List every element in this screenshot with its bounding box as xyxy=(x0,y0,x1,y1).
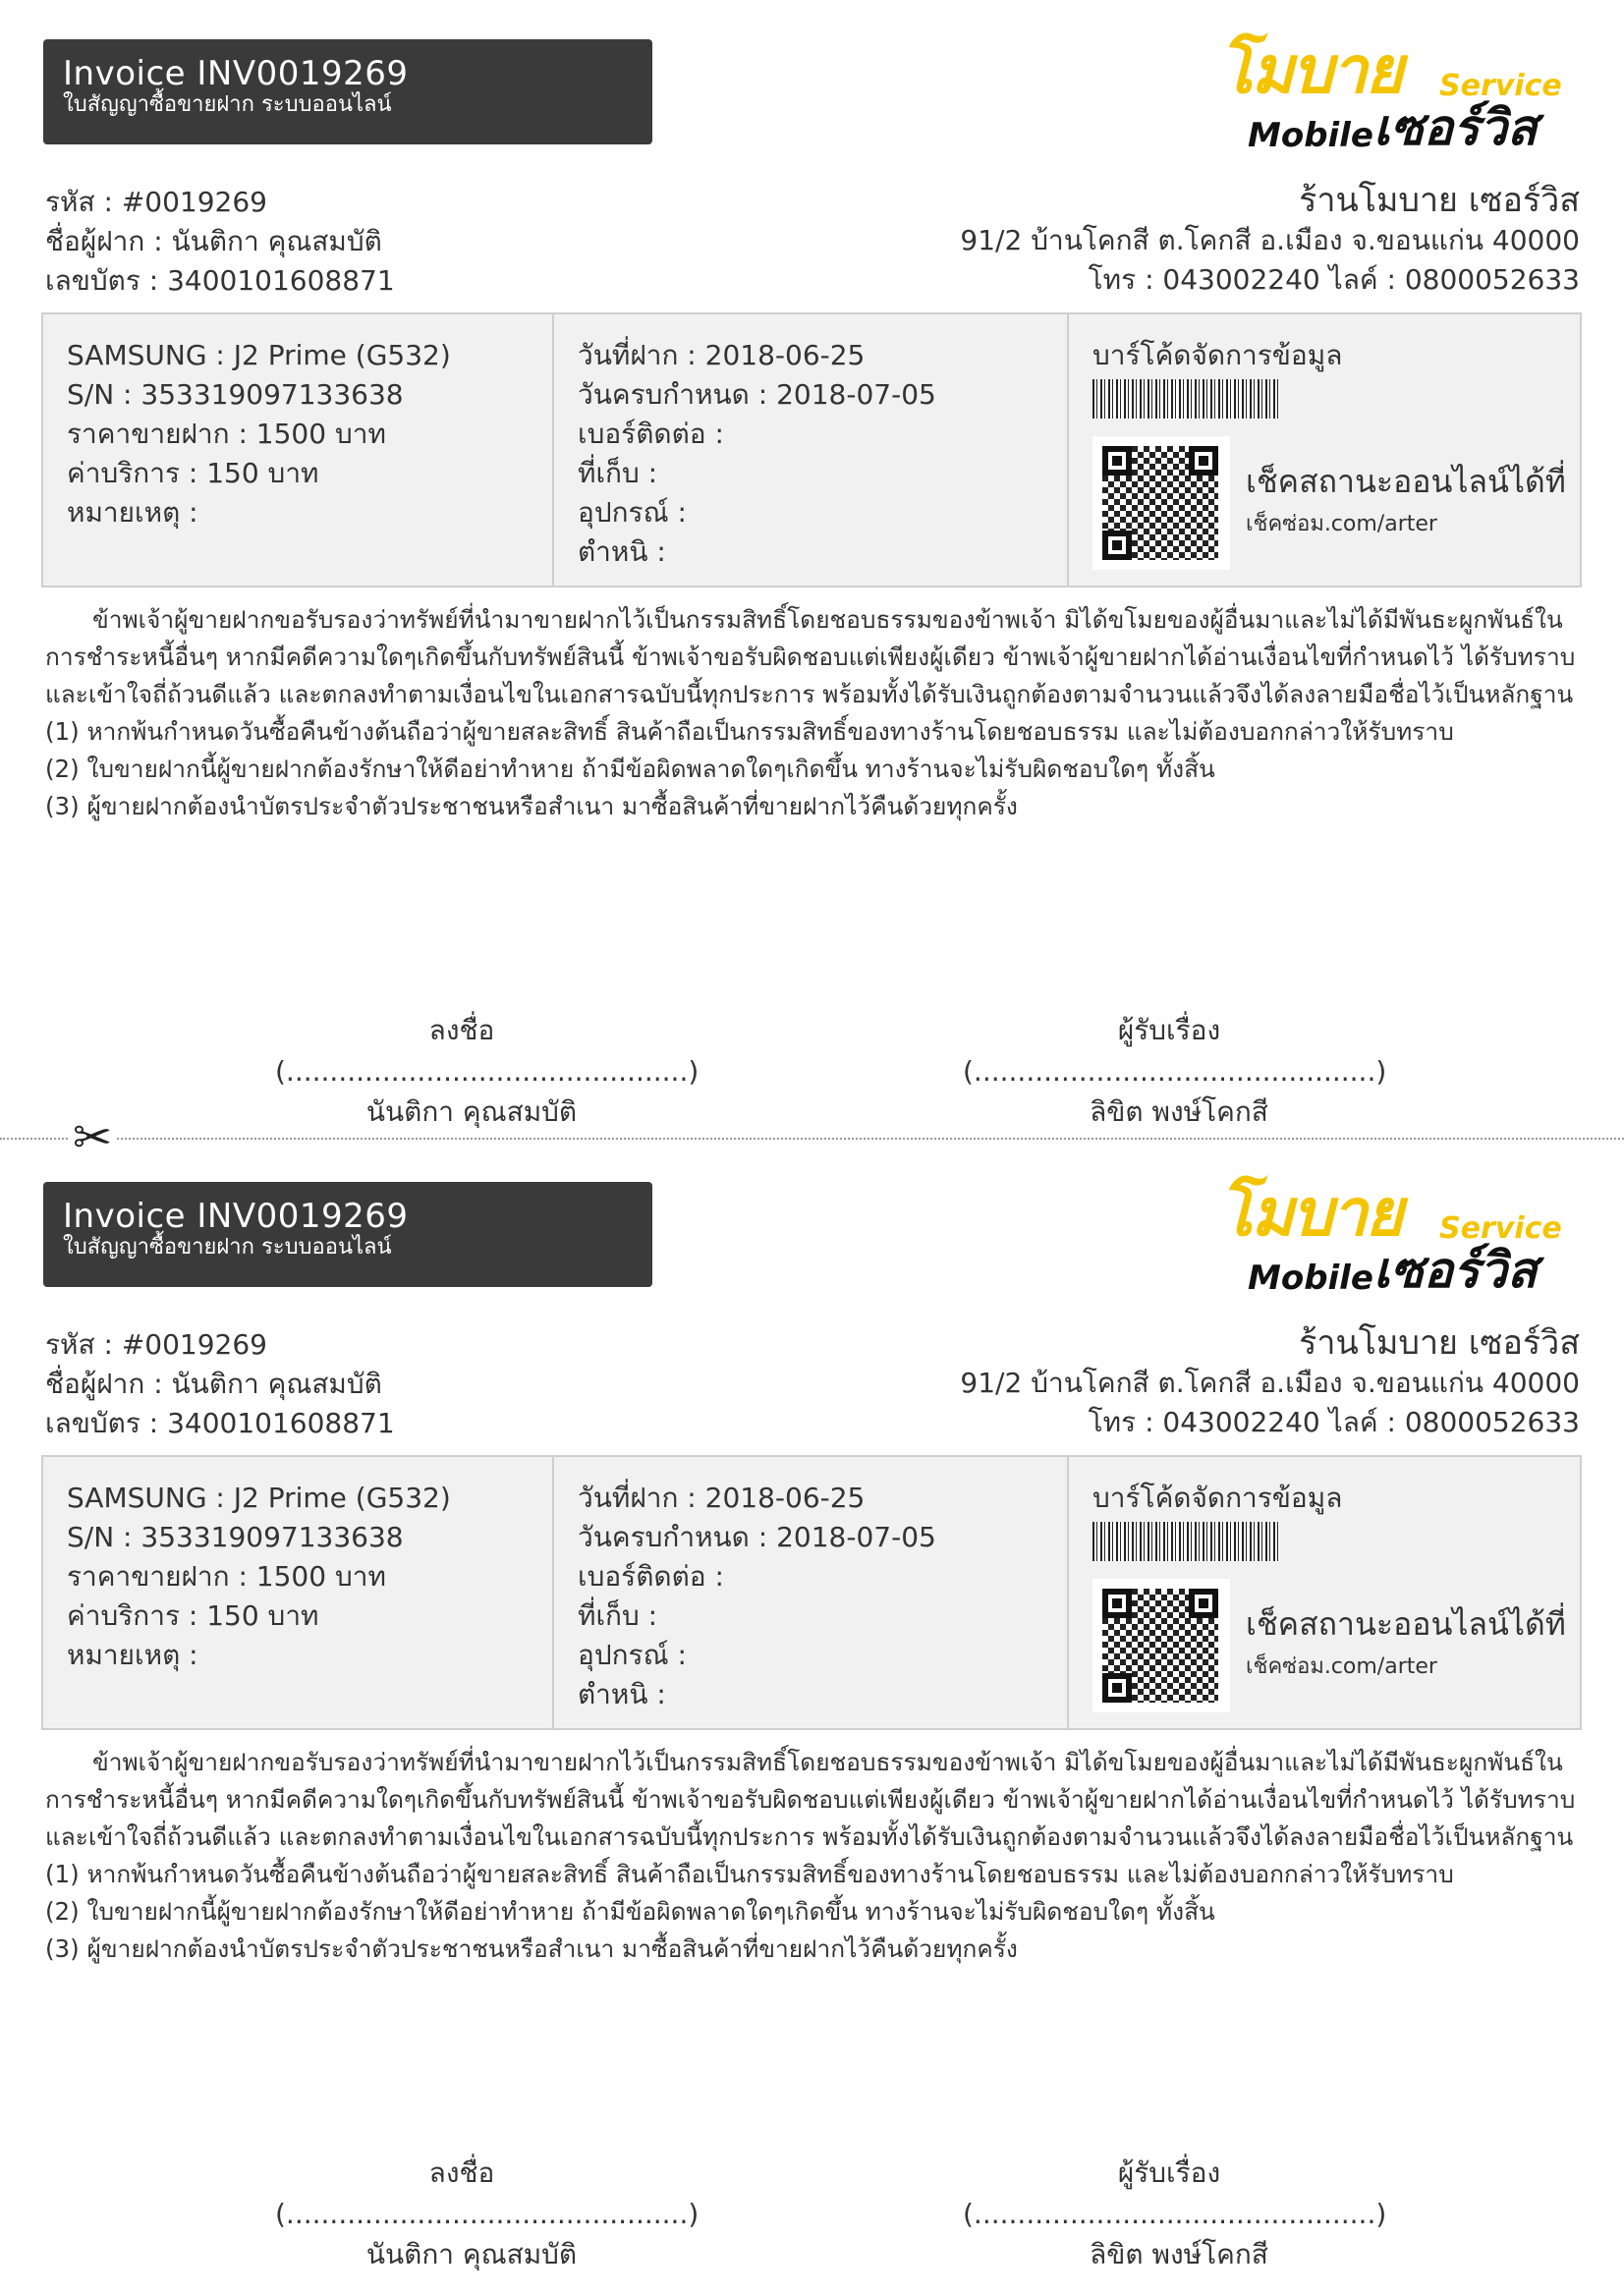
contact-phone: เบอร์ติดต่อ : xyxy=(578,1560,724,1593)
qr-code-icon xyxy=(1092,436,1230,570)
terms-item-3: (3) ผู้ขายฝากต้องนำบัตรประจำตัวประชาชนหรือสำเนา มาซื้อสินค้าที่ขายฝากไว้คืนด้วยทุกครั้ง xyxy=(45,792,1018,820)
terms-item-2: (2) ใบขายฝากนี้ผู้ขายฝากต้องรักษาให้ดีอย่าทำหาย ถ้ามีข้อผิดพลาดใดๆเกิดขึ้น ทางร้านจะไม่รับผิดชอบใดๆ ทั้งสิ้น xyxy=(45,755,1215,783)
date-details xyxy=(554,1457,1069,1728)
device-note: หมายเหตุ : xyxy=(67,1639,198,1671)
device-model: SAMSUNG : J2 Prime (G532) xyxy=(67,339,451,371)
device-price: ราคาขายฝาก : 1500 บาท xyxy=(67,418,386,450)
barcode-label: บาร์โค้ดจัดการข้อมูล xyxy=(1092,339,1343,371)
details-box xyxy=(41,1455,1582,1730)
receiver-name: ลิขิต พงษ์โคกสี xyxy=(1090,1095,1268,1128)
check-status-label: เช็คสถานะออนไลน์ได้ที่ xyxy=(1246,1605,1566,1643)
invoice-subtitle: ใบสัญญาซื้อขายฝาก ระบบออนไลน์ xyxy=(63,92,392,117)
customer-name: ชื่อผู้ฝาก : นันติกา คุณสมบัติ xyxy=(45,225,382,257)
terms-section xyxy=(45,601,1586,825)
logo-service-text: Service xyxy=(1439,1211,1562,1246)
receiver-name: ลิขิต พงษ์โคกสี xyxy=(1090,2238,1268,2270)
receiver-signature xyxy=(963,1010,1387,1132)
logo-service-text: Service xyxy=(1439,69,1562,103)
due-date: วันครบกำหนด : 2018-07-05 xyxy=(578,1521,936,1553)
shop-name: ร้านโมบาย เซอร์วิส xyxy=(1299,1323,1580,1363)
shop-contact: โทร : 043002240 ไลค์ : 0800052633 xyxy=(1088,1406,1580,1438)
terms-item-3: (3) ผู้ขายฝากต้องนำบัตรประจำตัวประชาชนหรือสำเนา มาซื้อสินค้าที่ขายฝากไว้คืนด้วยทุกครั้ง xyxy=(45,1934,1018,1963)
service-fee: ค่าบริการ : 150 บาท xyxy=(67,457,319,489)
contact-phone: เบอร์ติดต่อ : xyxy=(578,418,724,450)
customer-code: รหัส : #0019269 xyxy=(45,1328,267,1361)
invoice-header xyxy=(43,39,652,144)
barcode-icon xyxy=(1092,379,1279,419)
deposit-date: วันที่ฝาก : 2018-06-25 xyxy=(578,1482,866,1514)
barcode-label: บาร์โค้ดจัดการข้อมูล xyxy=(1092,1482,1343,1514)
invoice-title: Invoice INV0019269 xyxy=(63,1197,409,1236)
customer-info xyxy=(45,183,395,301)
device-details xyxy=(43,314,554,586)
check-status-url: เช็คซ่อม.com/arter xyxy=(1246,1654,1437,1679)
terms-paragraph: ข้าพเจ้าผู้ขายฝากขอรับรองว่าทรัพย์ที่นำมาขายฝากไว้เป็นกรรมสิทธิ์โดยชอบธรรมของข้าพเจ้า มิได้ขโมยของผู้อื่นมาและไม่ได้มีพันธะผูกพันธ์ในการชำระหนี้อื่นๆ หากมีคดีความใดๆเกิดขึ้นกับทรัพย์สินนี้ ข้าพเจ้าขอรับผิดชอบแต่เพียงผู้เดียว ข้าพเจ้าผู้ขายฝากได้อ่านเงื่อนไขที่กำหนดไว้ ได้รับทราบและเข้าใจถี่ถ้วนดีแล้ว และตกลงทำตามเงื่อนไขในเอกสารฉบับนี้ทุกประการ พร้อมทั้งได้รับเงินถูกต้องตามจำนวนแล้วจึงได้ลงลายมือชื่อไว้เป็นหลักฐาน xyxy=(45,605,1576,708)
accessories: อุปกรณ์ : xyxy=(578,1639,687,1671)
details-box xyxy=(41,312,1582,588)
shop-address: 91/2 บ้านโคกสี ต.โคกสี อ.เมือง จ.ขอนแก่น 40000 xyxy=(960,224,1580,256)
seller-signature-line: ลงชื่อ (..............................................) xyxy=(275,2156,700,2230)
logo-main-text: โมบาย xyxy=(1218,32,1402,108)
customer-id-card: เลขบัตร : 3400101608871 xyxy=(45,264,395,297)
device-serial: S/N : 353319097133638 xyxy=(67,378,404,411)
shop-logo xyxy=(1218,1175,1582,1300)
storage-location: ที่เก็บ : xyxy=(578,457,658,489)
barcode-icon xyxy=(1092,1522,1279,1561)
shop-info xyxy=(960,1322,1580,1442)
logo-mobile-text: Mobile xyxy=(1248,116,1373,155)
shop-contact: โทร : 043002240 ไลค์ : 0800052633 xyxy=(1088,263,1580,296)
seller-signature xyxy=(275,2153,700,2274)
scissors-icon: ✂ xyxy=(69,1113,116,1162)
device-price: ราคาขายฝาก : 1500 บาท xyxy=(67,1560,386,1593)
receipt-copy-top xyxy=(0,0,1624,1140)
customer-info xyxy=(45,1325,395,1443)
logo-mobile-text: Mobile xyxy=(1248,1259,1373,1298)
receiver-signature xyxy=(963,2153,1387,2274)
device-details xyxy=(43,1457,554,1728)
customer-code: รหัส : #0019269 xyxy=(45,186,267,218)
cut-line xyxy=(0,1138,1624,1140)
terms-item-1: (1) หากพ้นกำหนดวันซื้อคืนข้างต้นถือว่าผู้ขายสละสิทธิ์ สินค้าถือเป็นกรรมสิทธิ์ของทางร้านโดยชอบธรรม และไม่ต้องบอกกล่าวให้รับทราบ xyxy=(45,1860,1454,1888)
defects: ตำหนิ : xyxy=(578,535,666,568)
manage-panel xyxy=(1069,314,1582,586)
invoice-header xyxy=(43,1182,652,1287)
logo-brand-text: เซอร์วิส xyxy=(1373,99,1538,156)
seller-name: นันติกา คุณสมบัติ xyxy=(365,2238,578,2270)
terms-item-2: (2) ใบขายฝากนี้ผู้ขายฝากต้องรักษาให้ดีอย่าทำหาย ถ้ามีข้อผิดพลาดใดๆเกิดขึ้น ทางร้านจะไม่รับผิดชอบใดๆ ทั้งสิ้น xyxy=(45,1897,1215,1926)
shop-info xyxy=(960,180,1580,300)
seller-signature-line: ลงชื่อ (..............................................) xyxy=(275,1014,700,1088)
device-serial: S/N : 353319097133638 xyxy=(67,1521,404,1553)
terms-section xyxy=(45,1744,1586,1968)
logo-main-text: โมบาย xyxy=(1218,1175,1402,1251)
service-fee: ค่าบริการ : 150 บาท xyxy=(67,1599,319,1632)
accessories: อุปกรณ์ : xyxy=(578,496,687,529)
due-date: วันครบกำหนด : 2018-07-05 xyxy=(578,378,936,411)
receiver-signature-line: ผู้รับเรื่อง (..............................................) xyxy=(963,1014,1387,1088)
receipt-copy-bottom xyxy=(0,1143,1624,2282)
customer-id-card: เลขบัตร : 3400101608871 xyxy=(45,1407,395,1439)
seller-signature xyxy=(275,1010,700,1132)
shop-name: ร้านโมบาย เซอร์วิส xyxy=(1299,181,1580,220)
check-status-url: เช็คซ่อม.com/arter xyxy=(1246,512,1437,536)
logo-brand-text: เซอร์วิส xyxy=(1373,1242,1538,1299)
device-model: SAMSUNG : J2 Prime (G532) xyxy=(67,1482,451,1514)
manage-panel xyxy=(1069,1457,1582,1728)
check-status-label: เช็คสถานะออนไลน์ได้ที่ xyxy=(1246,463,1566,500)
shop-logo xyxy=(1218,32,1582,157)
qr-code-icon xyxy=(1092,1579,1230,1712)
defects: ตำหนิ : xyxy=(578,1678,666,1710)
device-note: หมายเหตุ : xyxy=(67,496,198,529)
shop-address: 91/2 บ้านโคกสี ต.โคกสี อ.เมือง จ.ขอนแก่น 40000 xyxy=(960,1367,1580,1399)
customer-name: ชื่อผู้ฝาก : นันติกา คุณสมบัติ xyxy=(45,1368,382,1400)
invoice-title: Invoice INV0019269 xyxy=(63,54,409,93)
invoice-subtitle: ใบสัญญาซื้อขายฝาก ระบบออนไลน์ xyxy=(63,1235,392,1260)
date-details xyxy=(554,314,1069,586)
receiver-signature-line: ผู้รับเรื่อง (..............................................) xyxy=(963,2156,1387,2230)
terms-item-1: (1) หากพ้นกำหนดวันซื้อคืนข้างต้นถือว่าผู้ขายสละสิทธิ์ สินค้าถือเป็นกรรมสิทธิ์ของทางร้านโดยชอบธรรม และไม่ต้องบอกกล่าวให้รับทราบ xyxy=(45,717,1454,746)
terms-paragraph: ข้าพเจ้าผู้ขายฝากขอรับรองว่าทรัพย์ที่นำมาขายฝากไว้เป็นกรรมสิทธิ์โดยชอบธรรมของข้าพเจ้า มิได้ขโมยของผู้อื่นมาและไม่ได้มีพันธะผูกพันธ์ในการชำระหนี้อื่นๆ หากมีคดีความใดๆเกิดขึ้นกับทรัพย์สินนี้ ข้าพเจ้าขอรับผิดชอบแต่เพียงผู้เดียว ข้าพเจ้าผู้ขายฝากได้อ่านเงื่อนไขที่กำหนดไว้ ได้รับทราบและเข้าใจถี่ถ้วนดีแล้ว และตกลงทำตามเงื่อนไขในเอกสารฉบับนี้ทุกประการ พร้อมทั้งได้รับเงินถูกต้องตามจำนวนแล้วจึงได้ลงลายมือชื่อไว้เป็นหลักฐาน xyxy=(45,1748,1576,1851)
storage-location: ที่เก็บ : xyxy=(578,1599,658,1632)
deposit-date: วันที่ฝาก : 2018-06-25 xyxy=(578,339,866,371)
seller-name: นันติกา คุณสมบัติ xyxy=(365,1095,578,1128)
